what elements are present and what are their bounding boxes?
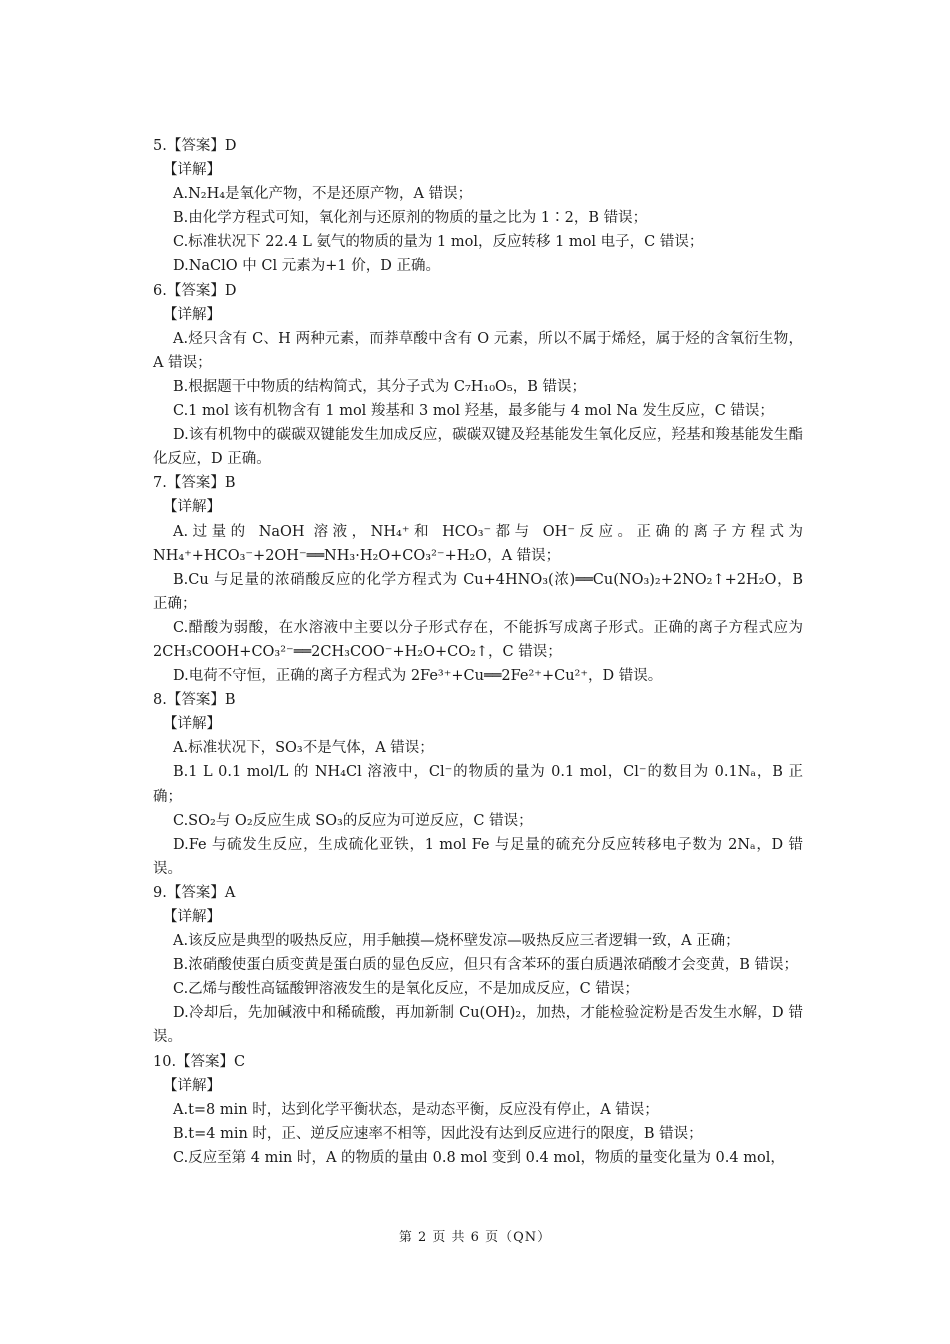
explanation-item: B.根据题干中物质的结构简式，其分子式为 C₇H₁₀O₅，B 错误；	[173, 378, 587, 395]
detail-heading: 【详解】	[163, 499, 221, 516]
explanation-item: D.该有机物中的碳碳双键能发生加成反应，碳碳双键及羟基能发生氧化反应，羟基和羧基能发生酯化反应，D 正确。	[153, 427, 803, 468]
detail-heading: 【详解】	[163, 306, 221, 323]
detail-heading: 【详解】	[163, 716, 221, 733]
detail-heading: 【详解】	[163, 1077, 221, 1094]
answer-heading: 9.【答案】A	[153, 884, 236, 901]
explanation-item: A.该反应是典型的吸热反应，用手触摸—烧杯壁发凉—吸热反应三者逻辑一致，A 正确；	[173, 933, 740, 950]
detail-heading: 【详解】	[163, 909, 221, 925]
explanation-item: A.标准状况下，SO₃不是气体，A 错误；	[173, 740, 434, 757]
explanation-item: B.1 L 0.1 mol/L 的 NH₄Cl 溶液中，Cl⁻的物质的量为 0.1 mol，Cl⁻的数目为 0.1Nₐ，B 正确；	[153, 764, 803, 805]
explanation-item: A.t=8 min 时，达到化学平衡状态，是动态平衡，反应没有停止，A 错误；	[173, 1101, 659, 1118]
question-7	[153, 471, 803, 688]
explanation-item: D.冷却后，先加碱液中和稀硫酸，再加新制 Cu(OH)₂，加热，才能检验淀粉是否发生水解，D 错误。	[153, 1005, 803, 1046]
question-10	[153, 1050, 803, 1170]
explanation-item: A.过量的 NaOH 溶液，NH₄⁺和 HCO₃⁻都与 OH⁻反应。正确的离子方程式为 NH₄⁺+HCO₃⁻+2OH⁻══NH₃·H₂O+CO₃²⁻+H₂O，A 错误；	[153, 523, 803, 564]
explanation-item: D.Fe 与硫发生反应，生成硫化亚铁，1 mol Fe 与足量的硫充分反应转移电子数为 2Nₐ，D 错误。	[153, 836, 803, 877]
explanation-item: C.醋酸为弱酸，在水溶液中主要以分子形式存在，不能拆写成离子形式。正确的离子方程式应为 2CH₃COOH+CO₃²⁻══2CH₃COO⁻+H₂O+CO₂↑，C 错误；	[153, 619, 803, 660]
explanation-item: C.反应至第 4 min 时，A 的物质的量由 0.8 mol 变到 0.4 mol，物质的量变化量为 0.4 mol，	[173, 1149, 785, 1166]
answer-heading: 10.【答案】C	[153, 1053, 246, 1070]
explanation-item: B.Cu 与足量的浓硝酸反应的化学方程式为 Cu+4HNO₃(浓)══Cu(NO₃)₂+2NO₂↑+2H₂O，B 正确；	[153, 571, 803, 612]
answer-content	[153, 134, 803, 1170]
answer-heading: 8.【答案】B	[153, 692, 236, 709]
answer-heading: 7.【答案】B	[153, 475, 236, 492]
explanation-item: C.1 mol 该有机物含有 1 mol 羧基和 3 mol 羟基，最多能与 4 mol Na 发生反应，C 错误；	[173, 403, 774, 420]
explanation-item: C.SO₂与 O₂反应生成 SO₃的反应为可逆反应，C 错误；	[173, 812, 533, 829]
page-footer: 第 2 页 共 6 页（QN）	[398, 1230, 552, 1245]
explanation-item: A.烃只含有 C、H 两种元素，而莽草酸中含有 O 元素，所以不属于烯烃，属于烃的含氧衍生物，A 错误；	[153, 330, 803, 371]
question-5	[153, 134, 803, 279]
detail-heading: 【详解】	[163, 162, 221, 179]
answer-heading: 6.【答案】D	[153, 282, 237, 299]
question-8	[153, 688, 803, 881]
explanation-item: C.乙烯与酸性高锰酸钾溶液发生的是氧化反应，不是加成反应，C 错误；	[173, 981, 639, 998]
question-9	[153, 881, 803, 1050]
explanation-item: A.N₂H₄是氧化产物，不是还原产物，A 错误；	[173, 186, 473, 203]
explanation-item: D.NaClO 中 Cl 元素为+1 价，D 正确。	[173, 258, 440, 275]
explanation-item: B.t=4 min 时，正、逆反应速率不相等，因此没有达到反应进行的限度，B 错误；	[173, 1125, 703, 1142]
answer-heading: 5.【答案】D	[153, 138, 237, 154]
explanation-item: B.浓硝酸使蛋白质变黄是蛋白质的显色反应，但只有含苯环的蛋白质遇浓硝酸才会变黄，B 错误；	[173, 957, 799, 974]
question-6	[153, 279, 803, 472]
explanation-item: C.标准状况下 22.4 L 氨气的物质的量为 1 mol，反应转移 1 mol 电子，C 错误；	[173, 234, 704, 251]
explanation-item: B.由化学方程式可知，氧化剂与还原剂的物质的量之比为 1∶2，B 错误；	[173, 210, 648, 227]
explanation-item: D.电荷不守恒，正确的离子方程式为 2Fe³⁺+Cu══2Fe²⁺+Cu²⁺，D 错误。	[173, 668, 663, 685]
